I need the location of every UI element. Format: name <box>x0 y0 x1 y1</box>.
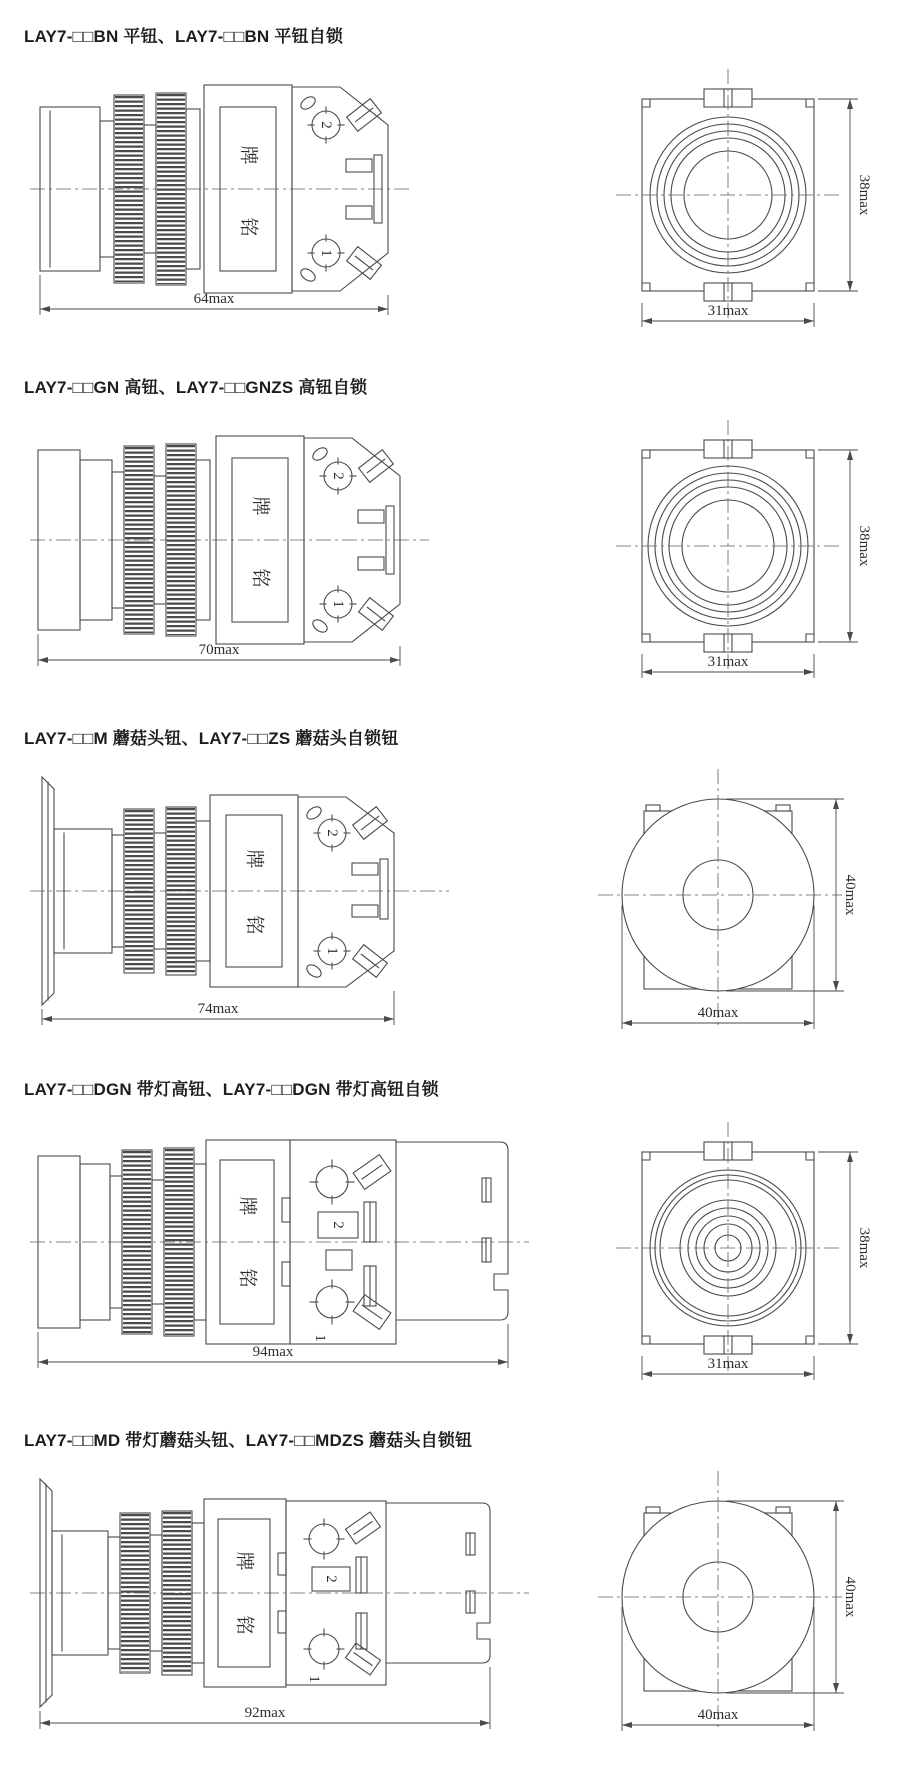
front-view-drawing <box>592 765 874 1033</box>
contact-number-bottom: 1 <box>312 1334 328 1342</box>
section-md <box>0 1426 900 1735</box>
mushroom-cap <box>40 1479 120 1707</box>
contact-number-top: 2 <box>318 121 334 129</box>
side-view-drawing <box>30 1116 530 1378</box>
terminal-screw-top <box>353 1155 391 1190</box>
lamp-symbol-bottom <box>309 1634 339 1664</box>
mounting-tab-left <box>646 1507 660 1513</box>
section-gn <box>0 373 900 682</box>
drawing-row <box>0 63 900 331</box>
nameplate-text-top: 牌 <box>237 145 259 165</box>
dim-length-label: 70max <box>198 642 240 658</box>
dim-length-label: 94max <box>252 1344 294 1360</box>
drawing-row <box>0 1116 900 1384</box>
front-view-drawing <box>592 1467 874 1735</box>
lamp-symbol-bottom <box>316 1286 348 1318</box>
dim-width-label: 31max <box>707 303 749 319</box>
terminal-screw-bottom <box>353 945 388 978</box>
mounting-tab-left <box>646 805 660 811</box>
dim-width-label: 40max <box>697 1005 739 1021</box>
front-view-drawing <box>612 414 874 682</box>
contact-number-top: 2 <box>330 1221 346 1229</box>
nameplate-text-bottom: 铭 <box>237 217 259 237</box>
side-view-drawing <box>30 63 410 325</box>
drawing-row <box>0 1467 900 1735</box>
dim-width-label: 40max <box>697 1707 739 1723</box>
lamp-symbol-top <box>309 1524 339 1554</box>
nameplate-text-top: 牌 <box>243 849 265 869</box>
dim-length-label: 92max <box>244 1705 286 1721</box>
section-title: LAY7-□□M 蘑菇头钮、LAY7-□□ZS 蘑菇头自锁钮 <box>24 729 399 748</box>
terminal-screw-top <box>353 807 388 840</box>
dim-height-label: 38max <box>856 174 872 216</box>
width-dimension <box>642 1356 814 1380</box>
length-dimension <box>38 634 400 666</box>
contact-block <box>292 87 388 291</box>
length-dimension <box>42 991 394 1025</box>
length-dimension <box>38 1324 508 1368</box>
dim-length-label: 64max <box>193 291 235 307</box>
nameplate-text-bottom: 铭 <box>233 1615 255 1635</box>
length-dimension <box>40 1667 490 1729</box>
nameplate-text-bottom: 铭 <box>236 1268 258 1288</box>
length-dimension <box>40 275 388 315</box>
side-view-drawing <box>30 765 450 1033</box>
dim-height-label: 38max <box>856 525 872 567</box>
side-view-drawing <box>30 1467 530 1735</box>
lamp-module <box>396 1142 508 1320</box>
dim-width-label: 31max <box>707 654 749 670</box>
nameplate-text-top: 牌 <box>249 496 271 516</box>
nameplate-text-bottom: 铭 <box>243 915 265 935</box>
nameplate-text-top: 牌 <box>236 1196 258 1216</box>
width-dimension <box>642 303 814 327</box>
contact-number-top: 2 <box>323 1575 339 1583</box>
section-dgn <box>0 1075 900 1384</box>
section-title: LAY7-□□BN 平钮、LAY7-□□BN 平钮自锁 <box>24 27 344 46</box>
width-dimension <box>642 654 814 678</box>
mounting-tab-right <box>776 805 790 811</box>
section-bn <box>0 22 900 331</box>
dim-width-label: 31max <box>707 1356 749 1372</box>
front-view-drawing <box>612 1116 874 1384</box>
dim-height-label: 40max <box>842 874 858 916</box>
dim-height-label: 38max <box>856 1227 872 1269</box>
terminal-screw-bottom <box>346 1643 381 1675</box>
section-title: LAY7-□□MD 带灯蘑菇头钮、LAY7-□□MDZS 蘑菇头自锁钮 <box>24 1431 473 1450</box>
front-view-drawing <box>612 63 874 331</box>
nameplate-text-bottom: 铭 <box>249 568 271 588</box>
section-title: LAY7-□□DGN 带灯高钮、LAY7-□□DGN 带灯高钮自锁 <box>24 1080 439 1099</box>
drawing-row <box>0 414 900 682</box>
lamp-module <box>386 1503 490 1663</box>
terminal-screw-bottom <box>353 1295 391 1330</box>
lamp-symbol-top <box>316 1166 348 1198</box>
side-view-drawing <box>30 414 430 676</box>
section-m <box>0 724 900 1033</box>
contact-number-top: 2 <box>324 829 340 837</box>
contact-block <box>298 797 394 987</box>
dim-length-label: 74max <box>197 1001 239 1017</box>
contact-number-bottom: 1 <box>318 249 334 257</box>
mounting-tab-right <box>776 1507 790 1513</box>
drawing-row <box>0 765 900 1033</box>
contact-number-bottom: 1 <box>330 600 346 608</box>
contact-number-top: 2 <box>330 472 346 480</box>
contact-number-bottom: 1 <box>324 947 340 955</box>
section-title: LAY7-□□GN 高钮、LAY7-□□GNZS 高钮自锁 <box>24 378 368 397</box>
contact-number-bottom: 1 <box>306 1675 322 1683</box>
terminal-screw-top <box>346 1512 381 1544</box>
dim-height-label: 40max <box>842 1576 858 1618</box>
nameplate-text-top: 牌 <box>233 1551 255 1571</box>
